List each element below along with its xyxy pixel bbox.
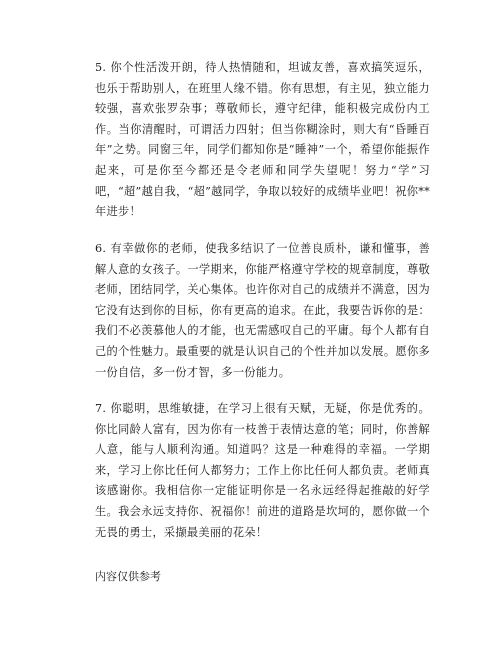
paragraph-6: 6. 有幸做你的老师，使我多结识了一位善良质朴，谦和懂事，善解人意的女孩子。一学期来，你能严格遵守学校的规章制度，尊敬老师，团结同学，关心集体。也许你对自己的成绩并不满意，因为它没有达到你的目标，你有更高的追求。在此，我要告诉你的是：我们不必羡慕他人的才能，也无需感叹自己的平庸。每个人都有自己的个性魅力。最重要的就是认识自己的个性并加以发展。愿你多一份自信，多一份才智，多一份能力。 (95, 242, 430, 379)
footer-note: 内容仅供参考 (95, 570, 161, 583)
paragraph-5: 5. 你个性活泼开朗，待人热情随和，坦诚友善，喜欢搞笑逗乐，也乐于帮助别人，在班里人缘不错。你有思想，有主见，独立能力较强，喜欢张罗杂事；尊敬师长，遵守纪律，能积极完成份内工作。当你清醒时，可谓活力四射；但当你糊涂时，则大有“昏睡百年”之势。同窗三年，同学们都知你是“睡神”一个，希望你能振作起来，可是你至今都还是令老师和同学失望呢！努力“学”习吧，“超”越自我，“超”越同学，争取以较好的成绩毕业吧！祝你**年进步！ (95, 61, 430, 219)
paragraph-7: 7. 你聪明，思维敏捷，在学习上很有天赋，无疑，你是优秀的。你比同龄人富有，因为你有一枝善于表情达意的笔；同时，你善解人意，能与人顺利沟通。知道吗？这是一种难得的幸福。一学期来，学习上你比任何人都努力；工作上你比任何人都负责。老师真该感谢你。我相信你一定能证明你是一名永远经得起推敲的好学生。我会永远支持你、祝福你！前进的道路是坎坷的，愿你做一个无畏的勇士，采撷最美丽的花朵！ (95, 402, 430, 539)
